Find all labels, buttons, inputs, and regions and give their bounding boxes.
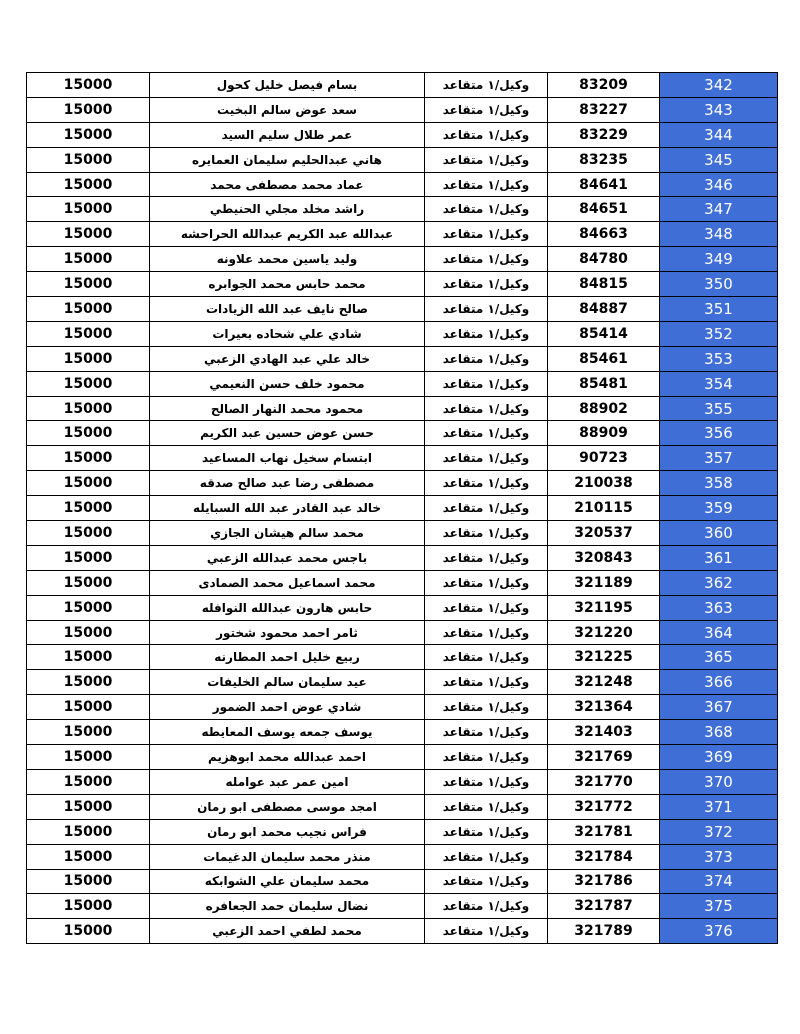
name-cell: فراس نجيب محمد ابو رمان bbox=[150, 819, 425, 844]
rank-cell: وكيل/١ متقاعد bbox=[425, 769, 548, 794]
rank-cell: وكيل/١ متقاعد bbox=[425, 645, 548, 670]
rank-cell: وكيل/١ متقاعد bbox=[425, 745, 548, 770]
rank-cell: وكيل/١ متقاعد bbox=[425, 97, 548, 122]
table-row bbox=[27, 371, 778, 396]
rank-cell: وكيل/١ متقاعد bbox=[425, 570, 548, 595]
table-row bbox=[27, 670, 778, 695]
amount-cell: 15000 bbox=[27, 745, 150, 770]
code-cell: 88909 bbox=[548, 421, 660, 446]
amount-cell: 15000 bbox=[27, 545, 150, 570]
rank-cell: وكيل/١ متقاعد bbox=[425, 321, 548, 346]
serial-number-cell: 343 bbox=[660, 97, 778, 122]
serial-number-cell: 354 bbox=[660, 371, 778, 396]
serial-number-cell: 365 bbox=[660, 645, 778, 670]
rank-cell: وكيل/١ متقاعد bbox=[425, 247, 548, 272]
name-cell: عماد محمد مصطفى محمد bbox=[150, 172, 425, 197]
serial-number-cell: 352 bbox=[660, 321, 778, 346]
rank-cell: وكيل/١ متقاعد bbox=[425, 446, 548, 471]
table-row bbox=[27, 720, 778, 745]
amount-cell: 15000 bbox=[27, 496, 150, 521]
rank-cell: وكيل/١ متقاعد bbox=[425, 595, 548, 620]
amount-cell: 15000 bbox=[27, 844, 150, 869]
serial-number-cell: 350 bbox=[660, 272, 778, 297]
amount-cell: 15000 bbox=[27, 670, 150, 695]
amount-cell: 15000 bbox=[27, 570, 150, 595]
code-cell: 321769 bbox=[548, 745, 660, 770]
name-cell: محمد سليمان علي الشوابكه bbox=[150, 869, 425, 894]
code-cell: 321195 bbox=[548, 595, 660, 620]
code-cell: 321787 bbox=[548, 894, 660, 919]
serial-number-cell: 361 bbox=[660, 545, 778, 570]
rank-cell: وكيل/١ متقاعد bbox=[425, 496, 548, 521]
code-cell: 321364 bbox=[548, 695, 660, 720]
amount-cell: 15000 bbox=[27, 147, 150, 172]
amount-cell: 15000 bbox=[27, 521, 150, 546]
serial-number-cell: 369 bbox=[660, 745, 778, 770]
rank-cell: وكيل/١ متقاعد bbox=[425, 122, 548, 147]
rank-cell: وكيل/١ متقاعد bbox=[425, 844, 548, 869]
amount-cell: 15000 bbox=[27, 247, 150, 272]
code-cell: 321784 bbox=[548, 844, 660, 869]
rank-cell: وكيل/١ متقاعد bbox=[425, 396, 548, 421]
name-cell: راشد مخلد مجلي الحنيطي bbox=[150, 197, 425, 222]
name-cell: هاني عبدالحليم سليمان العمايره bbox=[150, 147, 425, 172]
table-row bbox=[27, 919, 778, 944]
name-cell: بسام فيصل خليل كحول bbox=[150, 73, 425, 98]
name-cell: عيد سليمان سالم الخليفات bbox=[150, 670, 425, 695]
table-row bbox=[27, 97, 778, 122]
table-row bbox=[27, 247, 778, 272]
amount-cell: 15000 bbox=[27, 869, 150, 894]
serial-number-cell: 375 bbox=[660, 894, 778, 919]
serial-number-cell: 351 bbox=[660, 297, 778, 322]
name-cell: حابس هارون عبدالله النوافله bbox=[150, 595, 425, 620]
code-cell: 321225 bbox=[548, 645, 660, 670]
rank-cell: وكيل/١ متقاعد bbox=[425, 794, 548, 819]
name-cell: مصطفى رضا عبد صالح صدقه bbox=[150, 471, 425, 496]
table-row bbox=[27, 620, 778, 645]
name-cell: حسن عوض حسين عبد الكريم bbox=[150, 421, 425, 446]
code-cell: 321220 bbox=[548, 620, 660, 645]
rank-cell: وكيل/١ متقاعد bbox=[425, 545, 548, 570]
table-row bbox=[27, 297, 778, 322]
code-cell: 84887 bbox=[548, 297, 660, 322]
code-cell: 90723 bbox=[548, 446, 660, 471]
serial-number-cell: 359 bbox=[660, 496, 778, 521]
name-cell: شادي عوض احمد الضمور bbox=[150, 695, 425, 720]
table-row bbox=[27, 471, 778, 496]
code-cell: 84815 bbox=[548, 272, 660, 297]
table-row bbox=[27, 844, 778, 869]
table-row bbox=[27, 695, 778, 720]
code-cell: 320843 bbox=[548, 545, 660, 570]
serial-number-cell: 368 bbox=[660, 720, 778, 745]
table-row bbox=[27, 745, 778, 770]
name-cell: نضال سليمان حمد الجعافره bbox=[150, 894, 425, 919]
name-cell: امجد موسى مصطفى ابو رمان bbox=[150, 794, 425, 819]
name-cell: باجس محمد عبدالله الزعبي bbox=[150, 545, 425, 570]
rank-cell: وكيل/١ متقاعد bbox=[425, 297, 548, 322]
code-cell: 321789 bbox=[548, 919, 660, 944]
table-row bbox=[27, 222, 778, 247]
serial-number-cell: 342 bbox=[660, 73, 778, 98]
code-cell: 321189 bbox=[548, 570, 660, 595]
code-cell: 210115 bbox=[548, 496, 660, 521]
code-cell: 321248 bbox=[548, 670, 660, 695]
table-row bbox=[27, 545, 778, 570]
code-cell: 84641 bbox=[548, 172, 660, 197]
table-row bbox=[27, 197, 778, 222]
serial-number-cell: 373 bbox=[660, 844, 778, 869]
code-cell: 320537 bbox=[548, 521, 660, 546]
amount-cell: 15000 bbox=[27, 919, 150, 944]
serial-number-cell: 376 bbox=[660, 919, 778, 944]
name-cell: محمد سالم هيشان الجازي bbox=[150, 521, 425, 546]
rank-cell: وكيل/١ متقاعد bbox=[425, 172, 548, 197]
code-cell: 85414 bbox=[548, 321, 660, 346]
name-cell: محمد اسماعيل محمد الصمادى bbox=[150, 570, 425, 595]
amount-cell: 15000 bbox=[27, 396, 150, 421]
serial-number-cell: 370 bbox=[660, 769, 778, 794]
serial-number-cell: 344 bbox=[660, 122, 778, 147]
table-row bbox=[27, 570, 778, 595]
table-row bbox=[27, 496, 778, 521]
table-body bbox=[27, 73, 778, 944]
serial-number-cell: 355 bbox=[660, 396, 778, 421]
name-cell: محمود محمد النهار الصالح bbox=[150, 396, 425, 421]
name-cell: منذر محمد سليمان الدغيمات bbox=[150, 844, 425, 869]
table-row bbox=[27, 869, 778, 894]
name-cell: عمر طلال سليم السيد bbox=[150, 122, 425, 147]
name-cell: يوسف جمعه يوسف المعايطه bbox=[150, 720, 425, 745]
serial-number-cell: 353 bbox=[660, 346, 778, 371]
table-row bbox=[27, 595, 778, 620]
amount-cell: 15000 bbox=[27, 222, 150, 247]
table-row bbox=[27, 396, 778, 421]
serial-number-cell: 371 bbox=[660, 794, 778, 819]
rank-cell: وكيل/١ متقاعد bbox=[425, 272, 548, 297]
rank-cell: وكيل/١ متقاعد bbox=[425, 197, 548, 222]
code-cell: 321786 bbox=[548, 869, 660, 894]
amount-cell: 15000 bbox=[27, 595, 150, 620]
table-row bbox=[27, 73, 778, 98]
serial-number-cell: 362 bbox=[660, 570, 778, 595]
amount-cell: 15000 bbox=[27, 272, 150, 297]
serial-number-cell: 364 bbox=[660, 620, 778, 645]
amount-cell: 15000 bbox=[27, 620, 150, 645]
amount-cell: 15000 bbox=[27, 172, 150, 197]
amount-cell: 15000 bbox=[27, 720, 150, 745]
code-cell: 88902 bbox=[548, 396, 660, 421]
table-row bbox=[27, 421, 778, 446]
amount-cell: 15000 bbox=[27, 371, 150, 396]
serial-number-cell: 348 bbox=[660, 222, 778, 247]
table-row bbox=[27, 346, 778, 371]
name-cell: ابتسام سخيل نهاب المساعيد bbox=[150, 446, 425, 471]
rank-cell: وكيل/١ متقاعد bbox=[425, 222, 548, 247]
amount-cell: 15000 bbox=[27, 421, 150, 446]
code-cell: 84663 bbox=[548, 222, 660, 247]
name-cell: عبدالله عبد الكريم عبدالله الحراحشه bbox=[150, 222, 425, 247]
code-cell: 83227 bbox=[548, 97, 660, 122]
table-row bbox=[27, 147, 778, 172]
rank-cell: وكيل/١ متقاعد bbox=[425, 819, 548, 844]
code-cell: 210038 bbox=[548, 471, 660, 496]
table-row bbox=[27, 446, 778, 471]
amount-cell: 15000 bbox=[27, 122, 150, 147]
serial-number-cell: 372 bbox=[660, 819, 778, 844]
amount-cell: 15000 bbox=[27, 894, 150, 919]
serial-number-cell: 346 bbox=[660, 172, 778, 197]
table-row bbox=[27, 794, 778, 819]
name-cell: ربيع خليل احمد المطارنه bbox=[150, 645, 425, 670]
rank-cell: وكيل/١ متقاعد bbox=[425, 894, 548, 919]
amount-cell: 15000 bbox=[27, 645, 150, 670]
table-row bbox=[27, 272, 778, 297]
amount-cell: 15000 bbox=[27, 73, 150, 98]
amount-cell: 15000 bbox=[27, 321, 150, 346]
name-cell: ثامر احمد محمود شختور bbox=[150, 620, 425, 645]
rank-cell: وكيل/١ متقاعد bbox=[425, 695, 548, 720]
name-cell: خالد علي عبد الهادي الزعبي bbox=[150, 346, 425, 371]
code-cell: 321403 bbox=[548, 720, 660, 745]
table-row bbox=[27, 769, 778, 794]
serial-number-cell: 347 bbox=[660, 197, 778, 222]
serial-number-cell: 357 bbox=[660, 446, 778, 471]
amount-cell: 15000 bbox=[27, 297, 150, 322]
amount-cell: 15000 bbox=[27, 446, 150, 471]
table-row bbox=[27, 172, 778, 197]
rank-cell: وكيل/١ متقاعد bbox=[425, 919, 548, 944]
serial-number-cell: 374 bbox=[660, 869, 778, 894]
rank-cell: وكيل/١ متقاعد bbox=[425, 670, 548, 695]
rank-cell: وكيل/١ متقاعد bbox=[425, 371, 548, 396]
rank-cell: وكيل/١ متقاعد bbox=[425, 620, 548, 645]
serial-number-cell: 360 bbox=[660, 521, 778, 546]
serial-number-cell: 349 bbox=[660, 247, 778, 272]
name-cell: وليد ياسين محمد علاونه bbox=[150, 247, 425, 272]
serial-number-cell: 363 bbox=[660, 595, 778, 620]
amount-cell: 15000 bbox=[27, 197, 150, 222]
amount-cell: 15000 bbox=[27, 819, 150, 844]
rank-cell: وكيل/١ متقاعد bbox=[425, 73, 548, 98]
table-row bbox=[27, 894, 778, 919]
table-row bbox=[27, 819, 778, 844]
name-cell: خالد عبد القادر عبد الله السبايله bbox=[150, 496, 425, 521]
code-cell: 321772 bbox=[548, 794, 660, 819]
amount-cell: 15000 bbox=[27, 97, 150, 122]
name-cell: محمد لطفي احمد الزعبي bbox=[150, 919, 425, 944]
code-cell: 85481 bbox=[548, 371, 660, 396]
name-cell: امين عمر عبد عوامله bbox=[150, 769, 425, 794]
serial-number-cell: 345 bbox=[660, 147, 778, 172]
rank-cell: وكيل/١ متقاعد bbox=[425, 521, 548, 546]
rank-cell: وكيل/١ متقاعد bbox=[425, 346, 548, 371]
serial-number-cell: 367 bbox=[660, 695, 778, 720]
serial-number-cell: 356 bbox=[660, 421, 778, 446]
rank-cell: وكيل/١ متقاعد bbox=[425, 147, 548, 172]
beneficiaries-table bbox=[26, 72, 778, 944]
table-row bbox=[27, 321, 778, 346]
table-row bbox=[27, 521, 778, 546]
code-cell: 321770 bbox=[548, 769, 660, 794]
amount-cell: 15000 bbox=[27, 346, 150, 371]
amount-cell: 15000 bbox=[27, 794, 150, 819]
name-cell: صالح نايف عبد الله الزيادات bbox=[150, 297, 425, 322]
rank-cell: وكيل/١ متقاعد bbox=[425, 471, 548, 496]
table-row bbox=[27, 645, 778, 670]
name-cell: محمد حابس محمد الجوابره bbox=[150, 272, 425, 297]
code-cell: 83209 bbox=[548, 73, 660, 98]
rank-cell: وكيل/١ متقاعد bbox=[425, 720, 548, 745]
amount-cell: 15000 bbox=[27, 471, 150, 496]
rank-cell: وكيل/١ متقاعد bbox=[425, 421, 548, 446]
serial-number-cell: 358 bbox=[660, 471, 778, 496]
serial-number-cell: 366 bbox=[660, 670, 778, 695]
code-cell: 85461 bbox=[548, 346, 660, 371]
code-cell: 84780 bbox=[548, 247, 660, 272]
rank-cell: وكيل/١ متقاعد bbox=[425, 869, 548, 894]
name-cell: احمد عبدالله محمد ابوهزيم bbox=[150, 745, 425, 770]
code-cell: 84651 bbox=[548, 197, 660, 222]
amount-cell: 15000 bbox=[27, 695, 150, 720]
name-cell: شادي علي شحاده بعيرات bbox=[150, 321, 425, 346]
name-cell: محمود خلف حسن النعيمي bbox=[150, 371, 425, 396]
code-cell: 321781 bbox=[548, 819, 660, 844]
code-cell: 83235 bbox=[548, 147, 660, 172]
amount-cell: 15000 bbox=[27, 769, 150, 794]
name-cell: سعد عوض سالم البخيت bbox=[150, 97, 425, 122]
code-cell: 83229 bbox=[548, 122, 660, 147]
table-row bbox=[27, 122, 778, 147]
